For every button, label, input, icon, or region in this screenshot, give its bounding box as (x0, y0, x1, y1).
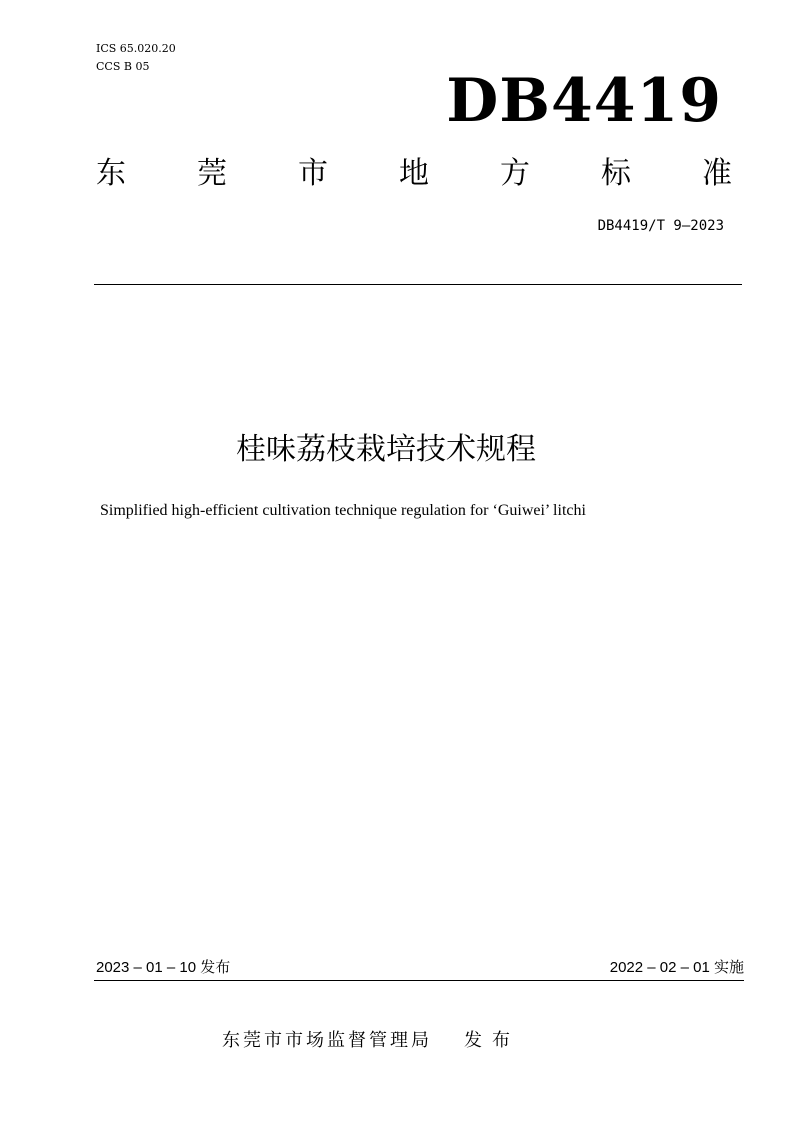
ics-code: ICS 65.020.20 (96, 42, 176, 55)
standard-type-heading (96, 154, 732, 194)
implementation-date: 2022 – 02 – 01 实施 (609, 959, 744, 976)
issuer-action: 发布 (464, 1030, 520, 1051)
standard-type-char: 方 (500, 156, 530, 191)
standard-type-char: 准 (702, 156, 732, 191)
ccs-code: CCS B 05 (96, 60, 150, 73)
standard-type-char: 莞 (197, 156, 227, 191)
document-title-en: Simplified high-efficient cultivation technique regulation for ‘Guiwei’ litchi (100, 502, 586, 519)
release-date: 2023 – 01 – 10 发布 (96, 959, 231, 976)
header-divider (94, 284, 742, 285)
document-title-zh: 桂味荔枝栽培技术规程 (236, 432, 536, 467)
standard-type-char: 地 (399, 156, 429, 191)
standard-number: DB4419/T 9—2023 (597, 218, 724, 234)
issuer-name: 东莞市市场监督管理局 (222, 1030, 432, 1051)
issuer-line (222, 1028, 520, 1054)
standard-logo: DB4419 (446, 66, 722, 136)
standard-type-char: 标 (601, 156, 631, 191)
standard-type-char: 市 (298, 156, 328, 191)
standard-type-char: 东 (96, 156, 126, 191)
date-bar (94, 958, 744, 981)
